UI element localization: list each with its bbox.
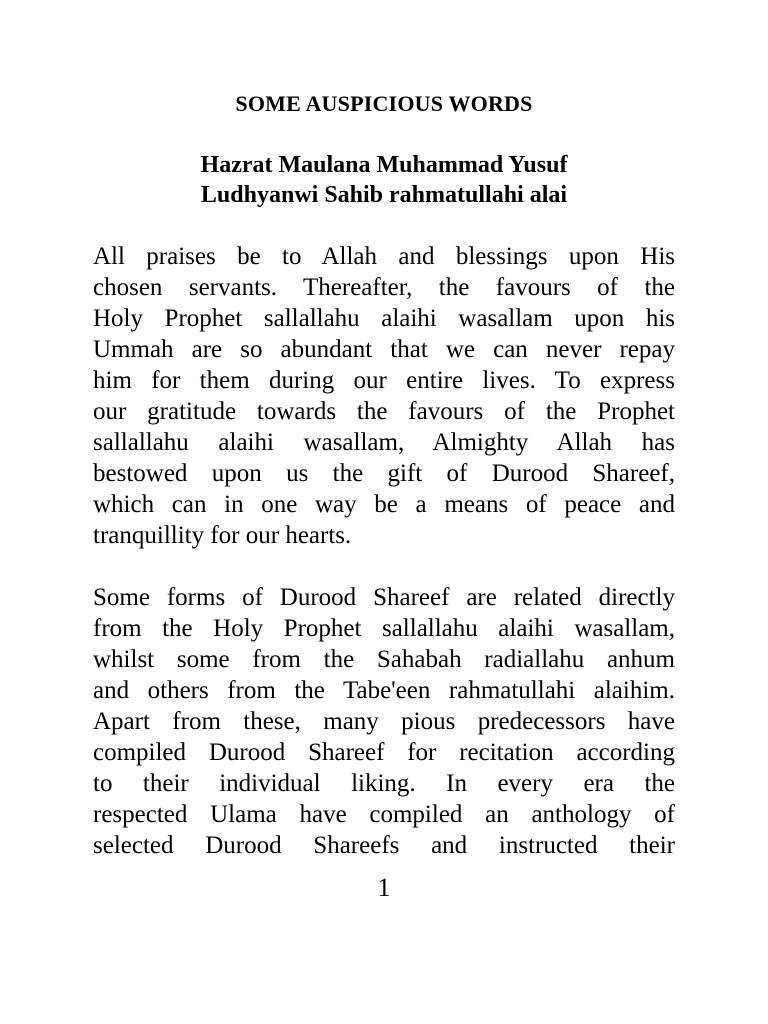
paragraph-1 [93, 241, 675, 551]
paragraph-line: Ummah are so abundant that we can never repay [93, 336, 675, 363]
paragraph-line: Some forms of Durood Shareef are related directly [93, 584, 675, 611]
paragraph-line: All praises be to Allah and blessings upon His [93, 243, 675, 270]
author-line-2: Ludhyanwi Sahib rahmatullahi alai [200, 182, 568, 208]
paragraph-line: chosen servants. Thereafter, the favours of the [93, 274, 675, 301]
paragraph-line: Holy Prophet sallallahu alaihi wasallam upon his [93, 305, 675, 332]
paragraph-line: selected Durood Shareefs and instructed their [93, 832, 675, 859]
paragraph-line: Apart from these, many pious predecessors have [93, 708, 675, 735]
paragraph-line: compiled Durood Shareef for recitation according [93, 739, 675, 766]
page-title: SOME AUSPICIOUS WORDS [235, 91, 533, 116]
paragraph-line: and others from the Tabe'een rahmatullahi alaihim. [93, 677, 675, 704]
paragraph-line: tranquillity for our hearts. [93, 522, 352, 549]
paragraph-line: whilst some from the Sahabah radiallahu anhum [93, 646, 675, 673]
paragraph-line: sallallahu alaihi wasallam, Almighty Allah has [93, 429, 675, 456]
paragraph-2 [93, 582, 675, 861]
paragraph-line: our gratitude towards the favours of the Prophet [93, 398, 675, 425]
author-line-1: Hazrat Maulana Muhammad Yusuf [200, 152, 568, 178]
page-number: 1 [377, 873, 391, 902]
paragraph-line: respected Ulama have compiled an anthology of [93, 801, 675, 828]
paragraph-line: to their individual liking. In every era the [93, 770, 675, 797]
paragraph-line: which can in one way be a means of peace and [93, 491, 675, 518]
author-heading [0, 150, 768, 210]
paragraph-line: bestowed upon us the gift of Durood Shareef, [93, 460, 675, 487]
paragraph-line: him for them during our entire lives. To express [93, 367, 675, 394]
paragraph-line: from the Holy Prophet sallallahu alaihi wasallam, [93, 615, 675, 642]
